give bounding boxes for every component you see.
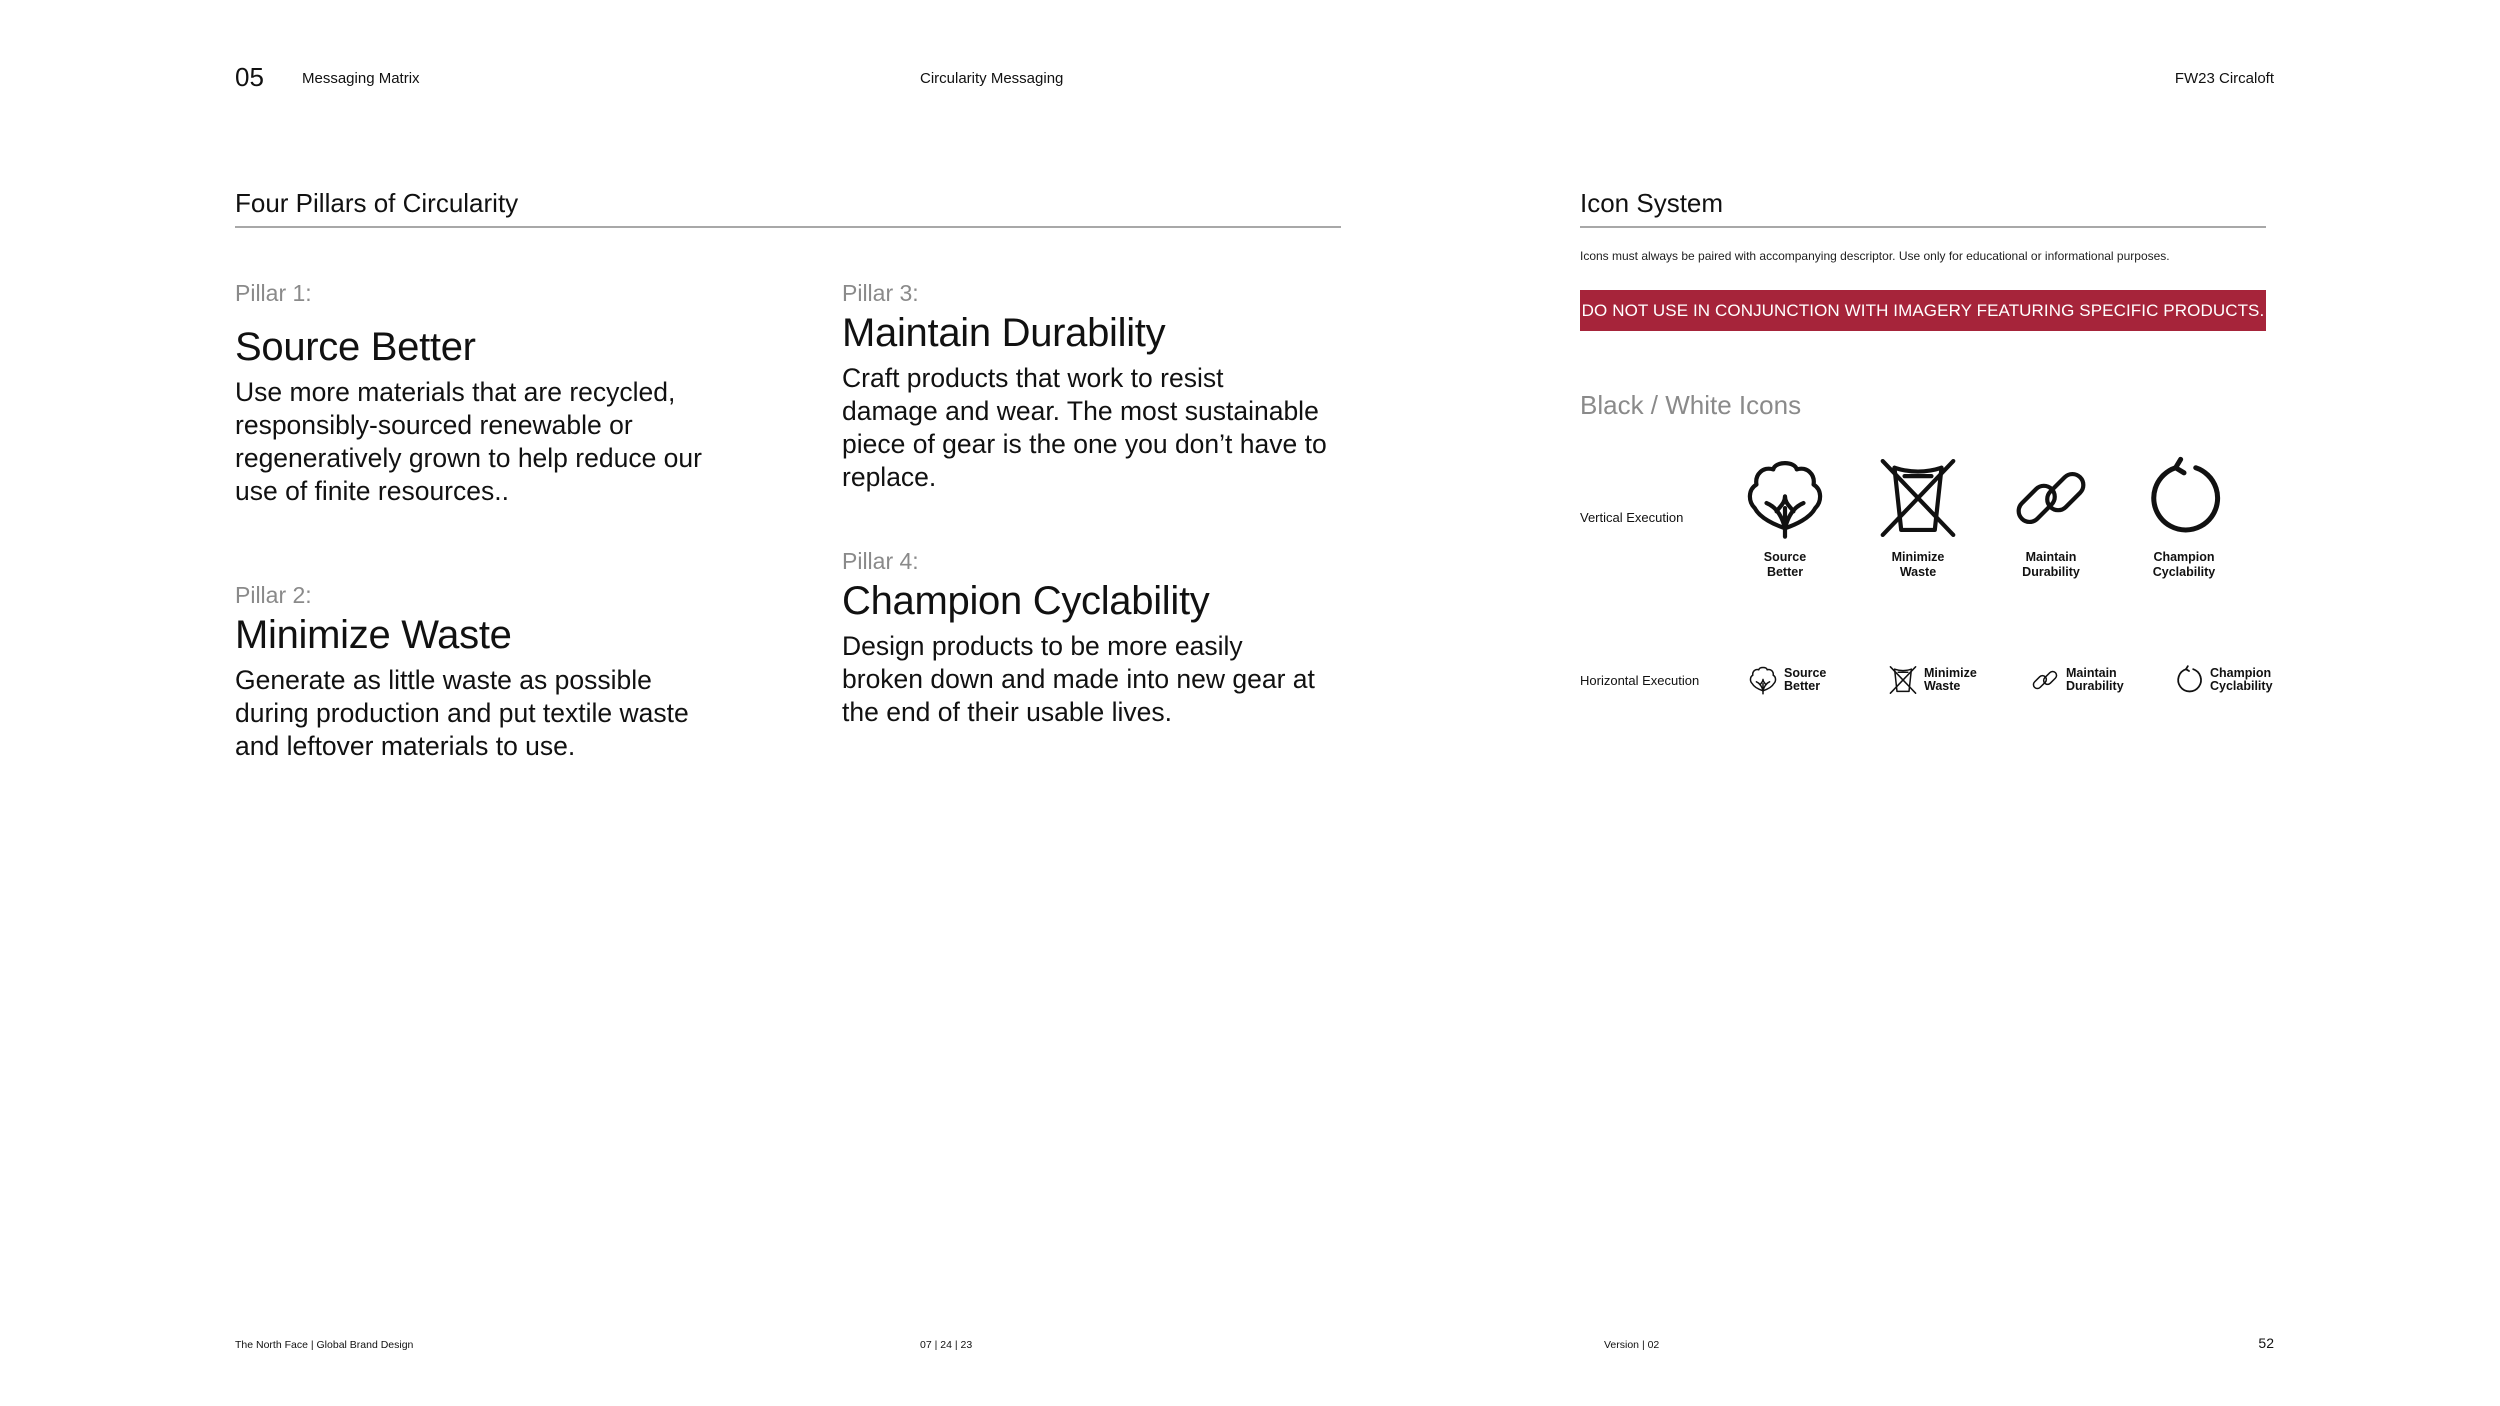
cotton-boll-icon: [1743, 456, 1827, 540]
pillar-body: [842, 630, 1402, 729]
pillars-section-title: Four Pillars of Circularity: [235, 188, 519, 218]
crossed-bin-icon: [1876, 456, 1960, 540]
horizontal-icon-champion-cyclability: [2174, 665, 2273, 695]
icon-caption-line: Durability: [2066, 679, 2124, 693]
pillar-body-line: Craft products that work to resist: [842, 363, 1224, 393]
horizontal-icon-source-better: [1748, 665, 1826, 695]
vertical-icon-champion-cyclability: [2124, 456, 2244, 580]
icon-system-divider: [1580, 226, 2266, 228]
circular-arrow-icon: [2174, 665, 2204, 695]
icon-caption-line: Maintain: [2066, 666, 2117, 680]
footer-version: Version | 02: [1604, 1339, 1660, 1351]
pillar-body-line: Generate as little waste as possible: [235, 665, 652, 695]
pillar-label: Pillar 1:: [235, 280, 312, 306]
pillar-body-line: damage and wear. The most sustainable: [842, 396, 1319, 426]
pillar-body: [842, 362, 1402, 494]
pillar-label: Pillar 4:: [842, 548, 919, 574]
icon-caption: [2066, 667, 2124, 693]
icon-caption-line: Source: [1784, 666, 1827, 680]
icon-caption: [2210, 667, 2273, 693]
pillar-title: Maintain Durability: [842, 311, 1166, 355]
pillar-card-source-better: [235, 280, 795, 508]
icon-caption: [1991, 550, 2111, 580]
pillar-card-maintain-durability: [842, 280, 1402, 494]
icon-caption: [1924, 667, 1977, 693]
pillars-divider: [235, 226, 1341, 228]
cotton-boll-icon: [1748, 665, 1778, 695]
pillar-card-minimize-waste: [235, 582, 795, 763]
pillar-label: Pillar 3:: [842, 280, 919, 306]
horizontal-execution-label: Horizontal Execution: [1580, 673, 1700, 688]
usage-warning-text: DO NOT USE IN CONJUNCTION WITH IMAGERY FEATURING SPECIFIC PRODUCTS.: [1581, 300, 2265, 320]
campaign-title: FW23 Circaloft: [2174, 70, 2274, 87]
vertical-execution-label: Vertical Execution: [1580, 510, 1684, 525]
section-number: 05: [235, 62, 264, 92]
chain-link-icon: [2009, 456, 2093, 540]
icon-caption-line: Waste: [1899, 565, 1937, 579]
icon-caption-line: Champion: [2210, 666, 2272, 680]
pillar-body-line: replace.: [842, 462, 937, 492]
icon-caption-line: Cyclability: [2210, 679, 2273, 693]
pillar-body-line: the end of their usable lives.: [842, 697, 1172, 727]
footer-brand: The North Face | Global Brand Design: [235, 1339, 414, 1351]
pillar-label: Pillar 2:: [235, 582, 312, 608]
circular-arrow-icon: [2142, 456, 2226, 540]
usage-warning-banner: [1580, 290, 2266, 331]
pillar-body-line: responsibly-sourced renewable or: [235, 410, 633, 440]
pillar-body-line: regeneratively grown to help reduce our: [235, 443, 702, 473]
pillar-body-line: and leftover materials to use.: [235, 731, 576, 761]
pillar-title: Minimize Waste: [235, 613, 512, 657]
icon-caption-line: Cyclability: [2152, 565, 2216, 579]
icon-caption-line: Source: [1763, 550, 1807, 564]
icon-system-title: Icon System: [1580, 188, 1724, 218]
icon-caption: [1725, 550, 1845, 580]
icon-caption-line: Better: [1784, 679, 1821, 693]
icon-caption: [1784, 667, 1826, 693]
icon-caption-line: Better: [1766, 565, 1804, 579]
horizontal-icon-maintain-durability: [2030, 665, 2124, 695]
vertical-icon-maintain-durability: [1991, 456, 2111, 580]
icon-caption-line: Champion: [2153, 550, 2215, 564]
pillar-body-line: during production and put textile waste: [235, 698, 689, 728]
pillar-body: [235, 376, 795, 508]
icon-caption-line: Minimize: [1891, 550, 1945, 564]
icon-caption-line: Waste: [1924, 679, 1961, 693]
footer-date: 07 | 24 | 23: [920, 1339, 973, 1351]
vertical-icon-source-better: [1725, 456, 1845, 580]
pillar-body-line: Use more materials that are recycled,: [235, 377, 676, 407]
chain-link-icon: [2030, 665, 2060, 695]
icon-caption: [2124, 550, 2244, 580]
page-number: 52: [2258, 1335, 2274, 1351]
icon-caption: [1858, 550, 1978, 580]
usage-note: Icons must always be paired with accompanying descriptor. Use only for educational or informational purposes.: [1580, 249, 2170, 263]
pillar-body-line: piece of gear is the one you don’t have to: [842, 429, 1327, 459]
icon-caption-line: Minimize: [1924, 666, 1977, 680]
icon-caption-line: Durability: [2022, 565, 2080, 579]
pillar-body: [235, 664, 795, 763]
crossed-bin-icon: [1888, 665, 1918, 695]
pillar-body-line: broken down and made into new gear at: [842, 664, 1315, 694]
pillar-title: Source Better: [235, 325, 476, 369]
horizontal-icon-minimize-waste: [1888, 665, 1977, 695]
pillar-body-line: use of finite resources..: [235, 476, 509, 506]
pillar-card-champion-cyclability: [842, 548, 1402, 729]
pillar-body-line: Design products to be more easily: [842, 631, 1243, 661]
page-title: Circularity Messaging: [920, 70, 1064, 87]
icon-caption-line: Maintain: [2025, 550, 2077, 564]
bw-icons-title: Black / White Icons: [1580, 390, 1802, 420]
pillar-title: Champion Cyclability: [842, 579, 1210, 623]
vertical-icon-minimize-waste: [1858, 456, 1978, 580]
section-name: Messaging Matrix: [302, 70, 420, 87]
